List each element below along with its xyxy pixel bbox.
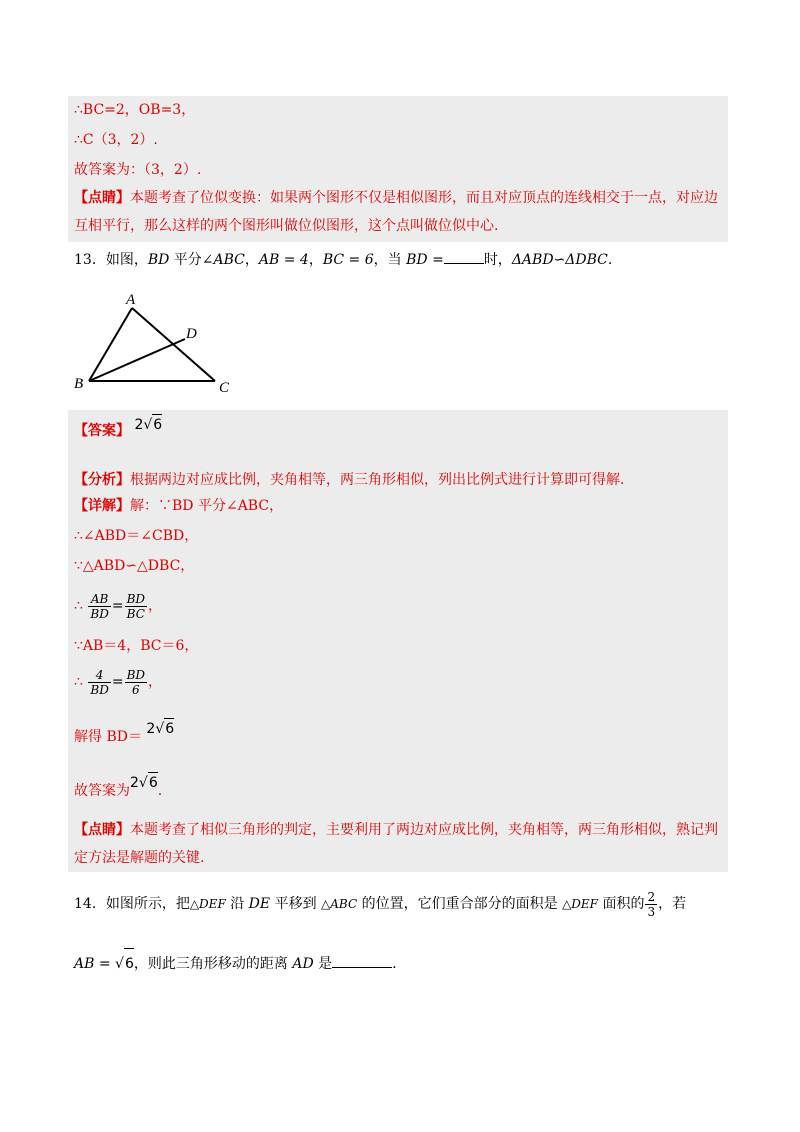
step-line: ∵AB＝4，BC＝6， [74,638,199,654]
numerator: 4 [88,668,110,683]
tip-line [74,820,718,840]
numerator: AB [88,592,110,607]
therefore: ∴ [74,598,83,614]
numerator: BD [126,591,146,606]
text: ， [148,674,163,690]
text: ，当 [373,252,407,268]
math-bd: BD [147,252,170,268]
question-13 [74,250,612,270]
text: 沿 [225,896,249,912]
math-bd-eq: BD = [406,252,444,268]
math-de: DE [248,896,271,912]
answer-label: 【答案】 [74,423,130,439]
math-triangle: △DEF [189,897,226,911]
therefore: ∴ [74,674,83,690]
answer-blank [332,967,392,968]
tip-text: 本题考查了位似变换：如果两个图形不仅是相似图形，而且对应顶点的连线相交于一点，对应边 [130,190,718,206]
text: . [157,783,163,799]
radicand: 6 [152,414,162,435]
math-ad: AD [292,956,314,972]
numerator: BD [126,667,146,682]
math-similar: ΔABD∽ΔDBC [511,252,608,268]
equals: = [94,956,116,972]
fraction [125,592,147,621]
radicand: 6 [164,718,174,739]
coef: 2 [130,775,139,791]
question-number: 14．如图所示，把 [74,896,190,912]
math-angle: ∠ABC [201,252,245,268]
question-14-line2 [74,948,397,978]
coef: 2 [134,417,144,433]
math-triangle: △ABC [321,897,358,911]
numerator: 2 [647,889,656,904]
tip-label: 【点睛】 [74,190,130,206]
tip-label: 【点睛】 [74,822,130,838]
text: 的位置，它们重合部分的面积是 [357,896,563,912]
answer-blank [444,263,484,264]
step-line: ∵△ABD∽△DBC， [74,558,195,574]
math-ab: AB = 4 [258,252,309,268]
tip-line: 互相平行，那么这样的两个图形叫做位似图形，这个点叫做位似中心. [74,218,499,234]
text: . [392,956,397,972]
text: ， [244,252,259,268]
tip-line: 定方法是解题的关键. [74,850,205,866]
question-14 [74,888,686,920]
sqrt-sign: √6 [115,948,134,979]
text: ， [308,252,323,268]
sqrt-sign: √6 [155,718,174,739]
question-number: 13．如图， [74,252,148,268]
math-ab: AB [74,956,95,972]
analysis-label: 【分析】 [74,472,130,488]
sqrt-sign: √6 [143,414,162,435]
step-line [74,721,175,747]
solution-line: ∴C（3，2）. [74,132,158,148]
text: ，若 [658,896,687,912]
coef: 2 [146,721,156,737]
step-line [74,588,162,624]
text: 故答案为 [74,783,130,799]
answer-value [146,721,174,737]
radicand: 6 [148,772,158,793]
radicand: 6 [124,948,134,979]
math-bc: BC = 6 [322,252,374,268]
step-line [74,664,162,700]
denominator: BC [126,606,145,621]
analysis-text: 根据两边对应成比例，夹角相等，两三角形相似，列出比例式进行计算即可得解. [130,472,625,488]
answer-line [74,417,163,441]
denominator: 6 [131,682,140,697]
denominator: BD [90,606,109,621]
answer-value [134,417,162,433]
equals: = [111,598,124,614]
sqrt-sign: √6 [139,772,158,793]
fraction [125,668,147,697]
label-b: B [74,376,84,392]
step-line: ∴∠ABD＝∠CBD， [74,528,199,544]
step-line [74,775,163,801]
tip-line [74,188,718,208]
tip-text: 本题考查了相似三角形的判定，主要利用了两边对应成比例，夹角相等，两三角形相似，熟记判 [130,822,718,838]
detail-text: 解：∵BD 平分∠ABC， [130,498,284,514]
text: ， [148,598,163,614]
equals: = [111,674,124,690]
solution-line: 故答案为：（3，2）. [74,162,202,178]
fraction [88,668,110,697]
triangle-figure [68,288,248,398]
math-triangle: △DEF [562,897,598,911]
fraction [88,592,110,621]
analysis-line [74,470,624,490]
text: 解得 BD＝ [74,729,142,745]
detail-line [74,496,283,516]
denominator: 3 [647,904,656,919]
answer-value [130,775,158,791]
edge-ab [89,308,132,381]
label-c: C [219,380,230,396]
text: 面积的 [598,896,645,912]
edge-bd [89,339,185,381]
text: 平移到 [270,896,322,912]
solution-line: ∴BC=2，OB=3， [74,102,196,118]
label-a: A [126,292,136,308]
text: 是 [313,956,333,972]
text: . [607,252,613,268]
detail-label: 【详解】 [74,498,130,514]
denominator: BD [90,682,109,697]
text: 平分 [169,252,202,268]
fraction [645,890,657,919]
text: ，则此三角形移动的距离 [133,956,293,972]
label-d: D [186,326,197,342]
text: 时， [483,252,512,268]
